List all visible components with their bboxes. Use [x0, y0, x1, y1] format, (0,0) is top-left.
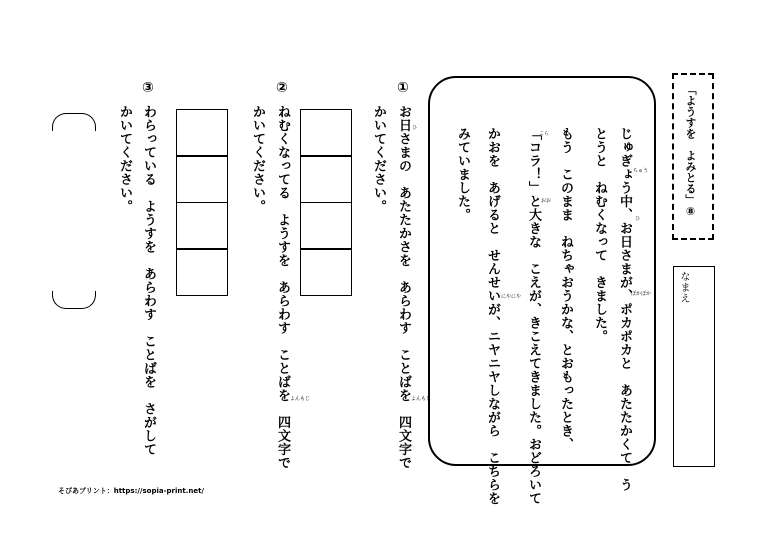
ruby: よんもじ	[290, 396, 311, 402]
answer-boxes[interactable]	[300, 110, 352, 296]
story-line: 「コラ！」と大きな こえが、きこえてきました。おどろいて	[526, 127, 541, 505]
ruby: ぽかぽか	[631, 291, 652, 297]
answer-box[interactable]	[300, 109, 352, 157]
story-line: かおを あげると せんせいが、ニヤニヤしながら こちらを	[485, 127, 500, 505]
answer-box[interactable]	[176, 155, 228, 203]
footer-credit: そぴあプリント：https://sopia-print.net/	[58, 487, 204, 495]
question-text: かいてください。	[250, 105, 265, 213]
ruby: ひ	[412, 125, 418, 131]
question-text: わらっている ようすを あらわす ことばを さがして	[141, 105, 156, 456]
story-line: みていました。	[455, 127, 470, 222]
name-label: なまえ	[678, 271, 689, 304]
story-line: もう このまま ねちゃおうかな、とおもったとき、	[558, 127, 573, 451]
answer-bracket-bottom	[52, 291, 96, 309]
ruby: にやにや	[501, 294, 522, 300]
ruby: こら	[539, 131, 550, 137]
worksheet-title: 「ようすを よみとる」⑧	[684, 84, 697, 218]
answer-box[interactable]	[300, 202, 352, 250]
story-line: とうと ねむくなって きました。	[592, 127, 607, 343]
question-text: ねむくなってる ようすを あらわす ことばを 四文字で	[275, 105, 290, 470]
answer-box[interactable]	[176, 248, 228, 296]
ruby: ちゅう	[633, 168, 649, 174]
answer-box[interactable]	[300, 248, 352, 296]
story-line: じゅぎょう中、お日さまが、ポカポカと あたたかくて う	[617, 127, 632, 492]
question-number: ①	[397, 80, 409, 96]
question-text: かいてください。	[371, 105, 386, 213]
answer-box[interactable]	[176, 202, 228, 250]
answer-box[interactable]	[176, 109, 228, 157]
question-number: ③	[142, 80, 154, 96]
ruby: おお	[541, 198, 552, 204]
answer-box[interactable]	[300, 155, 352, 203]
ruby: よんもじ	[411, 396, 432, 402]
ruby: ひ	[635, 216, 641, 222]
question-number: ②	[276, 80, 288, 96]
answer-boxes[interactable]	[176, 110, 228, 296]
question-text: かいてください。	[117, 105, 132, 213]
answer-bracket-top	[52, 113, 96, 131]
question-text: お日さまの あたたかさを あらわす ことばを 四文字で	[396, 105, 411, 470]
